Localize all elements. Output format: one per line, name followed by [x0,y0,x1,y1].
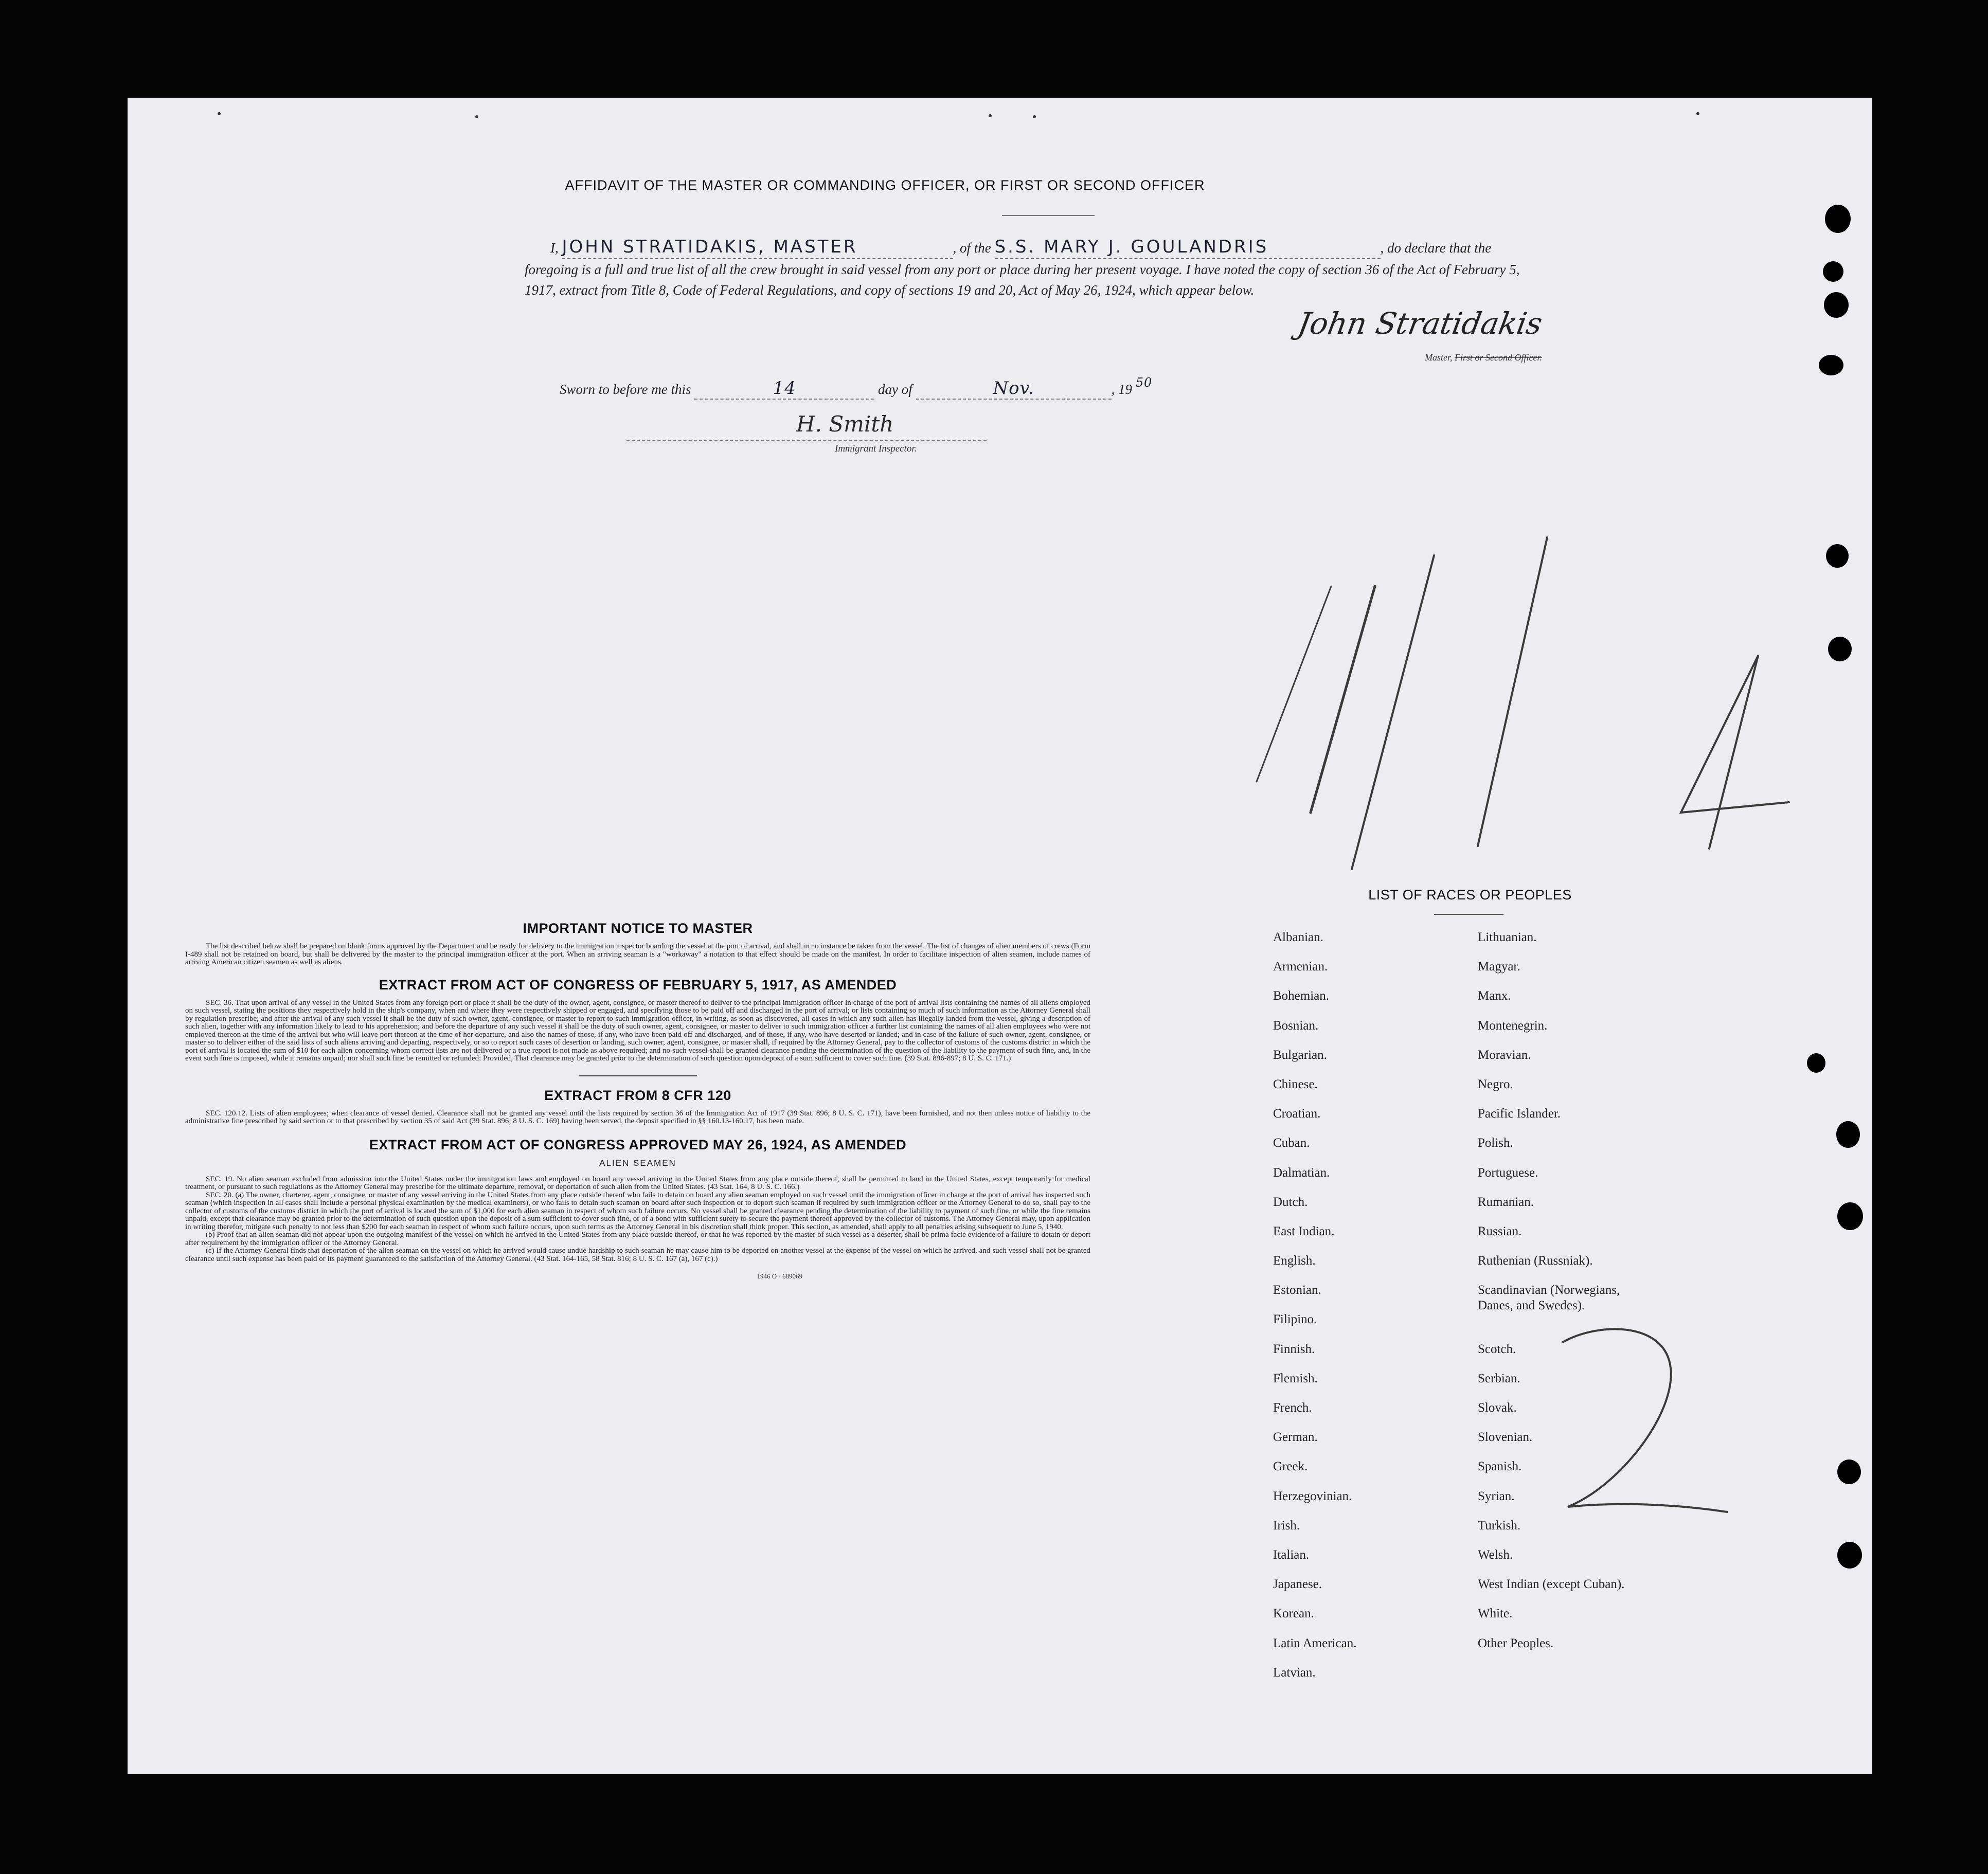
race-item: Flemish. [1273,1371,1318,1385]
month-entry: Nov. [993,378,1034,399]
master-signature: John Stratidakis [1295,306,1545,341]
race-item: Scandinavian (Norwegians, Danes, and Swedes). [1478,1283,1620,1313]
races-list-title: LIST OF RACES OR PEOPLES [1368,887,1572,903]
race-item: Croatian. [1273,1107,1321,1121]
race-item: Serbian. [1478,1371,1520,1385]
extract-1917-text: SEC. 36. That upon arrival of any vessel in the United States from any foreign port or place it shall be the duty of the owner, agent, consignee, or master thereof to deliver to the principal immigration officer in charge of the port of arrival lists containing the names of all aliens employed on such vessel, stating the positions they respectively hold in the ship's company, when and where they were respectively shipped or engaged, and specifying those to be paid off and discharged in the port of arrival; or lists containing so much of such information as the Attorney General shall by regulation prescribe; and after the arrival of any such vessel it shall be the duty of such owner, agent, consignee, or master to report to such immigration officer, in writing, as soon as discovered, all cases in which any such alien has illegally landed from the vessel, giving a description of such alien, together with any information likely to lead to his apprehension; and before the departure of any such vessel it shall be the duty of such owner, agent, consignee, or master to deliver to such immigration officer a further list containing the names of all alien employees who were not employed thereon at the time of the arrival but who will leave port thereon at the time of her departure, and also the names of those, if any, who have been paid off and discharged, and of those, if any, who have deserted or landed; and in case of the failure of such owner, agent, consignee, or master so to deliver either of the said lists of such aliens arriving and departing, respectively, or so to report such cases of desertion or landing, such owner, agent, consignee, or master shall, if required by the Attorney General, pay to the collector of customs of the customs district in which the port of arrival is located the sum of $10 for each alien concerning whom correct lists are not delivered or a true report is not made as above required; and no such vessel shall be granted clearance pending the determination of the question of the liability to the payment of such fine, and, in the event such fine is imposed, while it remains unpaid; nor shall such fine be remitted or refunded: Provided, That clearance may be granted prior to the determination of such question upon deposit of a sum sufficient to cover such fine. (39 Stat. 896-897; 8 U. S. C. 171.) [185,998,1090,1062]
caption-master: Master, [1425,352,1453,363]
race-item: Japanese. [1273,1577,1322,1592]
race-item: Russian. [1478,1224,1522,1238]
race-item: Bosnian. [1273,1018,1319,1033]
race-item: Dutch. [1273,1195,1308,1209]
race-item: Scotch. [1478,1342,1516,1356]
declaration-pronoun: I, [550,240,559,256]
name-entry: JOHN STRATIDAKIS, MASTER [562,237,858,257]
of-the-label: , of the [953,240,991,256]
race-item: Finnish. [1273,1342,1315,1356]
race-item: Italian. [1273,1547,1310,1562]
notice-title: IMPORTANT NOTICE TO MASTER [523,921,753,936]
extract-cfr-title: EXTRACT FROM 8 CFR 120 [544,1087,731,1103]
race-item: Welsh. [1478,1547,1513,1562]
race-item: Turkish. [1478,1518,1521,1533]
races-list-right [1478,930,1683,1665]
race-item: Armenian. [1273,960,1328,974]
race-item: Latvian. [1273,1665,1316,1680]
sworn-label: Sworn to before me this [560,382,691,397]
section-divider [579,1075,697,1076]
day-of-label: day of [878,382,912,397]
notice-text: The list described below shall be prepared on blank forms approved by the Department and be ready for delivery to the immigration inspector boarding the vessel at the port of arrival, and shall in no instance be taken from the vessel. The list of changes of alien members of crews (Form I-489 shall not be retained on board, but shall be delivered by the master to the principal immigration officer at the port. When an arriving seaman is a "workaway" a notation to that effect should be made on the manifest. In order to facilitate inspection of alien seamen, include names of arriving American citizen seamen as well as aliens. [185,942,1090,966]
extract-1924-paragraph: (c) If the Attorney General finds that deportation of the alien seaman on the vessel on which he arrived would cause undue hardship to such seaman he may cause him to be deported on another vessel at the expense of the vessel on which he arrived, and such vessel shall not be granted clearance until such expense has been paid or its payment guaranteed to the satisfaction of the Attorney General. (43 Stat. 164-165, 58 Stat. 816; 8 U. S. C. 167 (a), 167 (c).) [185,1247,1090,1263]
race-item: Chinese. [1273,1077,1318,1091]
extract-1924-paragraph: (b) Proof that an alien seaman did not appear upon the outgoing manifest of the vessel on which he arrived in the United States from any place outside thereof, or that he was reported by the master of such vessel as a deserter, shall be prima facie evidence of a failure to detain or deport after requirement by the immigration officer or the Attorney General. [185,1231,1090,1247]
race-item: Syrian. [1478,1489,1515,1503]
race-item: Korean. [1273,1607,1314,1621]
race-item: Lithuanian. [1478,930,1537,944]
race-item: Estonian. [1273,1283,1321,1298]
race-item: Albanian. [1273,930,1323,944]
affidavit-title: AFFIDAVIT OF THE MASTER OR COMMANDING OFFICER, OR FIRST OR SECOND OFFICER [565,177,1205,193]
race-item: Greek. [1273,1459,1308,1474]
race-item: East Indian. [1273,1224,1335,1238]
extract-1924-title: EXTRACT FROM ACT OF CONGRESS APPROVED MAY 26, 1924, AS AMENDED [369,1137,907,1152]
print-code: 1946 O - 689069 [757,1272,802,1280]
race-item: Ruthenian (Russniak). [1478,1254,1593,1268]
race-item: Slovenian. [1478,1430,1533,1445]
race-item: Latin American. [1273,1636,1357,1650]
race-item: Filipino. [1273,1312,1317,1327]
race-item: German. [1273,1430,1318,1445]
race-item: Negro. [1478,1077,1513,1091]
extract-1924-paragraph: SEC. 20. (a) The owner, charterer, agent, consignee, or master of any vessel arriving in the United States from any place outside thereof who fails to detain on board any alien seaman employed on such vessel until the immigration officer in charge at the port of arrival has inspected such seaman (which inspection in all cases shall include a personal physical examination by the medical examiners), or who fails to detain such seaman on board after such inspection or to deport such seaman if required by such immigration officer or the Attorney General to do so, shall pay to the collector of customs of the customs district in which the port of arrival is located the sum of $1,000 for each alien seaman in respect of whom such failure occurs. No vessel shall be granted clearance pending the determination of the liability to payment of such fine, or while the fine remains unpaid, except that clearance may be granted prior to the determination of such question upon the deposit of a sum sufficient to cover such fine, or of a bond with sufficient surety to secure the payment thereof approved by the collector of customs. The Attorney General may, upon application in writing therefor, mitigate such penalty to not less than $200 for each seaman in respect of whom such failure occurs, upon such terms as the Attorney General in his discretion shall think proper. This section, as amended, shall apply to all penalties arising subsequent to June 5, 1940. [185,1191,1090,1231]
races-list-left [1273,930,1479,1695]
race-item: Bulgarian. [1273,1048,1327,1062]
race-item: French. [1273,1401,1312,1415]
race-item: Dalmatian. [1273,1165,1330,1180]
race-item: Manx. [1478,989,1511,1003]
race-item: Other Peoples. [1478,1636,1554,1650]
race-item: Cuban. [1273,1136,1310,1150]
race-item: Polish. [1478,1136,1513,1150]
race-item: Rumanian. [1478,1195,1534,1209]
year-prefix: , 19 [1111,382,1132,397]
extract-cfr-text: SEC. 120.12. Lists of alien employees; when clearance of vessel denied. Clearance shall not be granted any vessel until the lists required by section 36 of the Immigration Act of 1917 (39 Stat. 896; 8 U. S. C. 171), have been furnished, and not then unless notice of liability to the administrative fine prescribed by said section or to that prescribed by section 35 of said Act (39 Stat. 896; 8 U. S. C. 169) having been served, the deposit specified in §§ 160.13-160.17, has been made. [185,1109,1090,1125]
inspector-caption: Immigrant Inspector. [835,443,917,454]
race-item: English. [1273,1254,1316,1268]
race-item: West Indian (except Cuban). [1478,1577,1625,1592]
race-item: Portuguese. [1478,1165,1538,1180]
extract-1924-paragraph: SEC. 19. No alien seaman excluded from admission into the United States under the immigration laws and employed on board any vessel arriving in the United States from any place outside thereof, shall be permitted to land in the United States, except temporarily for medical treatment, or pursuant to such regulations as the Attorney General may prescribe for the ultimate departure, removal, or deportation of such alien from the United States. (43 Stat. 164, 8 U. S. C. 166.) [185,1175,1090,1191]
race-item: Magyar. [1478,960,1520,974]
pencil-mark-11-14 [1257,537,1789,869]
day-entry: 14 [773,378,796,399]
vessel-entry: S.S. MARY J. GOULANDRIS [994,237,1269,257]
races-title-divider [1434,914,1503,915]
caption-struck-officer: First or Second Officer. [1455,352,1542,363]
extract-1924-subtitle: ALIEN SEAMEN [599,1158,676,1168]
inspector-signature: H. Smith [796,411,894,437]
race-item: Spanish. [1478,1459,1522,1474]
race-item: Pacific Islander. [1478,1107,1561,1121]
race-item: Montenegrin. [1478,1018,1548,1033]
do-declare-label: , do declare [1380,240,1446,256]
race-item: White. [1478,1607,1513,1621]
race-item: Moravian. [1478,1048,1531,1062]
race-item: Slovak. [1478,1401,1517,1415]
year-entry: 50 [1135,375,1153,390]
document-page [128,98,1872,1774]
race-item: Herzegovinian. [1273,1489,1352,1503]
declaration-body: that the foregoing is a full and true list of all the crew brought in said vessel from any port or place during her present voyage. I have noted the copy of section 36 of the Act of February 5, 1917, extract from Title 8, Code of Federal Regulations, and copy of sections 19 and 20, Act of May 26, 1924, which appear below. [525,240,1520,298]
extract-1917-title: EXTRACT FROM ACT OF CONGRESS OF FEBRUARY 5, 1917, AS AMENDED [379,977,897,993]
legal-notice-column [185,921,1090,1281]
race-item: Irish. [1273,1518,1300,1533]
race-item: Bohemian. [1273,989,1330,1003]
